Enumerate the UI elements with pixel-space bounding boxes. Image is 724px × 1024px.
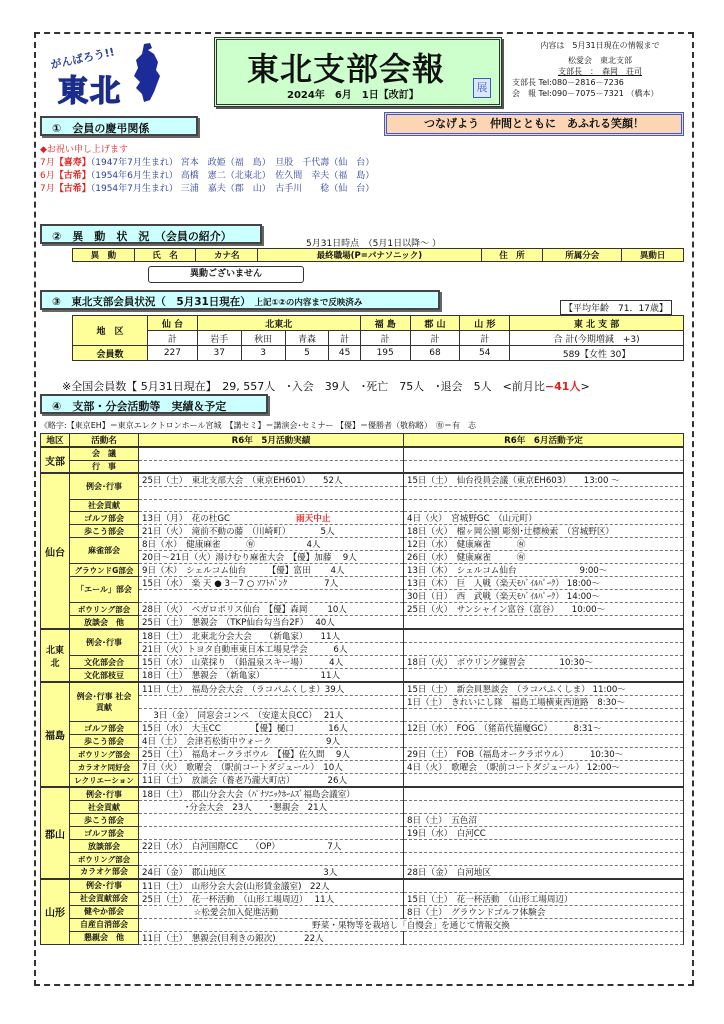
region-fukushima: 福島 — [41, 682, 70, 787]
newsletter-title-box — [214, 37, 502, 107]
activity-label: ゴルフ部会 — [70, 722, 139, 735]
activity-label: カラオケ同好会 — [70, 761, 139, 774]
col-name: 氏 名 — [134, 249, 196, 262]
june-cell: 28日（金） 白河地区 — [404, 865, 684, 879]
activity-label: 社会貢献部会 — [70, 892, 139, 905]
may-cell: 15日（水） 楽 天 ● 3－7 ○ ｿﾌﾄﾊﾞﾝｸ 7人 — [139, 577, 404, 590]
activity-label: 健やか部会 — [70, 905, 139, 918]
no-transfers-note: 異動ございません — [148, 266, 304, 283]
region-sendai: 仙台 — [41, 473, 70, 629]
count-label: 会員数 — [73, 346, 148, 361]
may-cell: 18日（土） 北東北分会大会 （新亀家） 11人 — [139, 629, 404, 643]
may-cell — [139, 487, 404, 500]
activity-label: 社会貢献 — [70, 499, 139, 512]
member-count: 54 — [460, 346, 510, 361]
subhead: 計 — [329, 331, 360, 346]
may-cell — [139, 499, 404, 512]
may-cell: 4日（土） 会津若松街中ウォーク 9人 — [139, 735, 404, 748]
may-cell: 18日（土） 懇親会 （新亀家） 11人 — [139, 669, 404, 683]
activity-label: 歩こう部会 — [70, 735, 139, 748]
info-notice: 内容は 5月31日現在の情報まで — [540, 41, 660, 50]
june-cell: 29日（土） FOB（福島オークラボウル） 10:30～ — [404, 748, 684, 761]
activity-label: 「エール」部会 — [70, 577, 139, 603]
newsletter-title: 東北支部会報 — [247, 50, 446, 88]
activity-label: 会 議 — [70, 447, 139, 460]
june-cell — [404, 931, 684, 944]
june-cell — [404, 669, 684, 683]
activity-label: 行 事 — [70, 460, 139, 473]
region-kitatohoku: 北東北 — [41, 629, 70, 682]
member-count: 45 — [329, 346, 360, 361]
may-cell: 22日（水） 白河国際CC （OP） 7人 — [139, 840, 404, 853]
june-cell: 30日（日） 西 武戦（楽天ﾓﾊﾞｲﾙﾊﾟｰｸ） 14:00～ — [404, 590, 684, 603]
may-cell: ･分会大会 23人 ･懇親会 21人 — [139, 801, 404, 814]
june-cell — [404, 840, 684, 853]
june-cell — [404, 499, 684, 512]
june-cell — [404, 616, 684, 630]
activity-label: レクリエーション — [70, 774, 139, 788]
activity-label: ゴルフ部会 — [70, 827, 139, 840]
june-cell: 8日（土） グラウンドゴルフ体験会 — [404, 905, 684, 918]
region-shibu: 支部 — [41, 447, 70, 473]
may-cell: 25日（土） 福島オークラボウル 【優】佐久間 9人 — [139, 748, 404, 761]
subhead: 岩手 — [197, 331, 241, 346]
col-may-results: R6年 5月活動実績 — [139, 434, 404, 448]
june-cell — [404, 735, 684, 748]
activity-label: 懇親会 他 — [70, 931, 139, 944]
congrats-row: 6月【古希】（1954年6月生まれ） 高橋 憲二（北東北） 佐久間 幸夫（福 島） — [40, 171, 375, 181]
may-cell: 8日（水） 健康麻雀 ㊒ 4人 — [139, 538, 404, 551]
may-cell: 11日（土） 放談会（養老乃瀧大町店） 26人 — [139, 774, 404, 788]
congrats-list — [40, 144, 374, 196]
may-cell: 9日（木） シェルコム仙台 【優】富田 4人 — [139, 564, 404, 577]
activity-label: ゴルフ部会 — [70, 512, 139, 525]
col-branch: 所属分会 — [543, 249, 622, 262]
activity-label: 放談部会 — [70, 840, 139, 853]
average-age: 【平均年齢 71．17歳】 — [560, 300, 672, 315]
activity-label: 社会貢献 — [70, 801, 139, 814]
june-cell: 4日（火） 宮城野GC （山元町） — [404, 512, 684, 525]
info-tel-chief: 支部長 Tel:080－2816－7236 — [512, 78, 624, 87]
may-cell: 11日（土） 山形分会大会(山形賃金議室) 22人 — [139, 879, 404, 893]
june-cell: 4日（火） 歌曜会 （駅前コートダジュール） 12:00～ — [404, 761, 684, 774]
activity-label: カラオケ部会 — [70, 865, 139, 879]
june-cell: 18日（火） ボウリング練習会 10:30～ — [404, 656, 684, 669]
may-cell — [139, 814, 404, 827]
section3-heading: ③ 東北支部会員状況（ 5月31日現在） 上記①②の内容まで反映済み — [40, 290, 440, 310]
col-region: 地区 — [41, 434, 70, 448]
activity-label: 自産自消部会 — [70, 918, 139, 931]
june-cell: 18日（火） 榴ヶ岡公園 彫刻･辻標検索 （宮城野区） — [404, 525, 684, 538]
region-koriyama: 郡山 — [41, 787, 70, 879]
june-cell: 26日（水） 健康麻雀 ㊒ — [404, 551, 684, 564]
june-cell — [404, 460, 684, 473]
subhead: 秋田 — [241, 331, 285, 346]
may-cell — [139, 447, 404, 460]
info-tel-news: 会 報 Tel:090－7075－7321 （橋本） — [512, 89, 659, 98]
may-cell — [139, 827, 404, 840]
member-count: 68 — [410, 346, 460, 361]
group-kitatohoku: 北東北 — [197, 316, 360, 331]
may-cell: 15日（水） 山菜採り （鉛温泉スキー場） 4人 — [139, 656, 404, 669]
group-koriyama: 郡 山 — [410, 316, 460, 331]
may-cell: 13日（月） 花の杜GC 雨天中止 — [139, 512, 404, 525]
activity-label: 例会･行事 社会貢献 — [70, 682, 139, 722]
info-chief: 支部長 ： 森岡 荘司 — [558, 67, 642, 76]
june-cell — [404, 853, 684, 866]
june-cell: 15日（土） 新会員懇談会 （ラコパふくしま） 11:00～ — [404, 682, 684, 696]
june-cell — [404, 774, 684, 788]
congrats-lead: ◆お祝い申し上げます — [40, 145, 128, 155]
may-cell — [139, 590, 404, 603]
may-cell: 15日（水） 大玉CC 【優】樋口 16人 — [139, 722, 404, 735]
june-cell — [404, 643, 684, 656]
info-org: 松愛会 東北支部 — [568, 56, 632, 65]
member-count: 5 — [285, 346, 329, 361]
may-cell: 21日（火） 滝前不動の藤 （川崎町） 5人 — [139, 525, 404, 538]
june-cell: 8日（土） 五色沼 — [404, 814, 684, 827]
col-address: 住 所 — [481, 249, 543, 262]
activity-table — [40, 433, 684, 945]
rain-cancel-badge: 雨天中止 — [296, 514, 331, 525]
group-fukushima: 福 島 — [360, 316, 410, 331]
june-cell: 19日（水） 白河CC — [404, 827, 684, 840]
activity-label: 放談会 他 — [70, 616, 139, 630]
col-date: 異動日 — [622, 249, 684, 262]
june-cell — [404, 709, 684, 722]
activity-label: ボウリング部会 — [70, 748, 139, 761]
may-cell — [139, 696, 404, 709]
may-cell — [139, 853, 404, 866]
june-cell: 1日（土） きれいにし隊 福島工場横東西道路 8:30～ — [404, 696, 684, 709]
may-cell: 3日（金） 同窓会コンペ （安達太良CC） 21人 — [139, 709, 404, 722]
activity-label: グラウンドG部会 — [70, 564, 139, 577]
contact-info — [512, 40, 688, 99]
logo — [44, 40, 164, 109]
june-cell — [404, 447, 684, 460]
june-cell — [404, 629, 684, 643]
june-cell — [404, 879, 684, 893]
col-kana: カナ名 — [196, 249, 258, 262]
activity-label: 文化部枝豆 — [70, 669, 139, 683]
activity-label: ボウリング部会 — [70, 853, 139, 866]
congrats-row: 7月【古希】（1954年7月生まれ） 三浦 嘉夫（郡 山） 古手川 稔（仙 台） — [40, 184, 375, 194]
activity-label: 歩こう部会 — [70, 814, 139, 827]
activity-label: 歩こう部会 — [70, 525, 139, 538]
section4-heading: ④ 支部・分会活動等 実績＆予定 — [40, 394, 268, 414]
subhead: 計 — [410, 331, 460, 346]
june-cell: 15日（土） 花一杯活動 （山形工場周辺） — [404, 892, 684, 905]
may-cell: 24日（金） 郡山地区 3人 — [139, 865, 404, 879]
activity-label: ボウリング部会 — [70, 603, 139, 616]
may-cell: 25日（土） 懇親会 （TKP仙台勾当台2F） 40人 — [139, 616, 404, 630]
member-count: 3 — [241, 346, 285, 361]
member-count: 227 — [148, 346, 198, 361]
may-cell — [139, 460, 404, 473]
member-count: 589【女性 30】 — [510, 346, 684, 361]
may-cell: 11日（土） 福島分会大会 （ラコパふくしま）39人 — [139, 682, 404, 696]
activity-label: 例会･行事 — [70, 787, 139, 801]
june-cell: 12日（水） FOG （猪苗代猫魔GC） 8:31～ — [404, 722, 684, 735]
june-cell: 13日（木） シェルコム仙台 9:00～ — [404, 564, 684, 577]
logo-slogan: がんばろう!! — [49, 45, 116, 72]
col-activity: 活動名 — [70, 434, 139, 448]
section2-asof: 5月31日時点 （5月1日以降～ ） — [306, 239, 441, 249]
stamp-icon: 展 — [473, 78, 491, 98]
abbreviation-legend: 《略字:【東京EH】＝東京エレクトロンホール宮城 【講セミ】＝講演会･セミナー 【優】＝優勝者（敬称略） ㊒＝有 志 — [40, 421, 476, 430]
may-cell: 20日～21日（火）湯けむり麻雀大会 【優】加藤 9人 — [139, 551, 404, 564]
june-cell: 25日（火） サンシャイン富谷（富谷） 10:00～ — [404, 603, 684, 616]
june-cell: 15日（土） 仙台役員会議（東京EH603） 13:00 ～ — [404, 473, 684, 487]
may-cell: 28日（火） ベガロポリス仙台 【優】森岡 10人 — [139, 603, 404, 616]
june-cell — [404, 787, 684, 801]
membership-table — [72, 315, 684, 361]
member-count: 195 — [360, 346, 410, 361]
june-cell: 13日（木） 巨 人戦（楽天ﾓﾊﾞｲﾙﾊﾟｰｸ） 18:00～ — [404, 577, 684, 590]
subhead: 合 計(今期増減 +3) — [510, 331, 684, 346]
subhead: 青森 — [285, 331, 329, 346]
activity-label: 例会･行事 — [70, 879, 139, 893]
may-cell: ☆松愛会加入促進活動 — [139, 905, 404, 918]
region-yamagata: 山形 — [41, 879, 70, 945]
issue-date: 2024年 6月 1日【改訂】 — [287, 90, 419, 101]
group-yamagata: 山 形 — [460, 316, 510, 331]
may-cell: 25日（土） 花一杯活動 （山形工場周辺） 11人 — [139, 892, 404, 905]
activity-label: 例会･行事 — [70, 473, 139, 499]
june-cell: 12日（水） 健康麻雀 ㊒ — [404, 538, 684, 551]
may-cell: 21日（火）トヨタ自動車東日本工場見学会 6人 — [139, 643, 404, 656]
logo-text: 東北 — [58, 74, 122, 109]
section1-heading: ① 会員の慶弔関係 — [40, 116, 198, 136]
may-cell: 7日（火） 歌曜会 （駅前コートダジュール） 10人 — [139, 761, 404, 774]
col-june-plans: R6年 6月活動予定 — [404, 434, 684, 448]
member-count: 37 — [197, 346, 241, 361]
group-sendai: 仙 台 — [148, 316, 198, 331]
col-last-workplace: 最終職場(P=パナソニック) — [258, 249, 482, 262]
col-transfer: 異 動 — [73, 249, 135, 262]
merged-cell: 野菜・果物等を栽培し「自慢会」を通じて情報交換 — [139, 918, 684, 931]
region-label: 地 区 — [73, 316, 148, 346]
may-cell: 18日（土） 郡山分会大会（ﾊﾟﾅｿﾆｯｸﾎｰﾑｽﾞ福島会議室） — [139, 787, 404, 801]
june-cell — [404, 801, 684, 814]
congrats-row: 7月【喜寿】（1947年7月生まれ） 宮本 政姫（福 島） 旦股 千代壽（仙 台） — [40, 158, 375, 168]
subhead: 計 — [148, 331, 198, 346]
tohoku-map-icon — [130, 42, 164, 104]
section2-heading: ② 異 動 状 況 （会員の紹介） — [40, 224, 262, 244]
june-cell — [404, 487, 684, 500]
activity-label: 麻雀部会 — [70, 538, 139, 564]
activity-label: 例会･行事 — [70, 629, 139, 656]
transfer-table — [72, 248, 684, 262]
may-cell: 11日（土） 懇親会(目利きの銀次) 22人 — [139, 931, 404, 944]
slogan-banner: つなげよう 仲間とともに あふれる笑顔！ — [384, 112, 684, 136]
activity-label: 文化部会合 — [70, 656, 139, 669]
subhead: 計 — [460, 331, 510, 346]
group-tohoku-total: 東 北 支 部 — [510, 316, 684, 331]
subhead: 計 — [360, 331, 410, 346]
may-cell: 25日（土） 東北支部大会 （東京EH601） 52人 — [139, 473, 404, 487]
national-member-count: ※全国会員数【 5月31日現在】 29, 557人 ･入会 39人 ･死亡 75人 ･退会 5人 <前月比−41人> — [62, 380, 590, 393]
